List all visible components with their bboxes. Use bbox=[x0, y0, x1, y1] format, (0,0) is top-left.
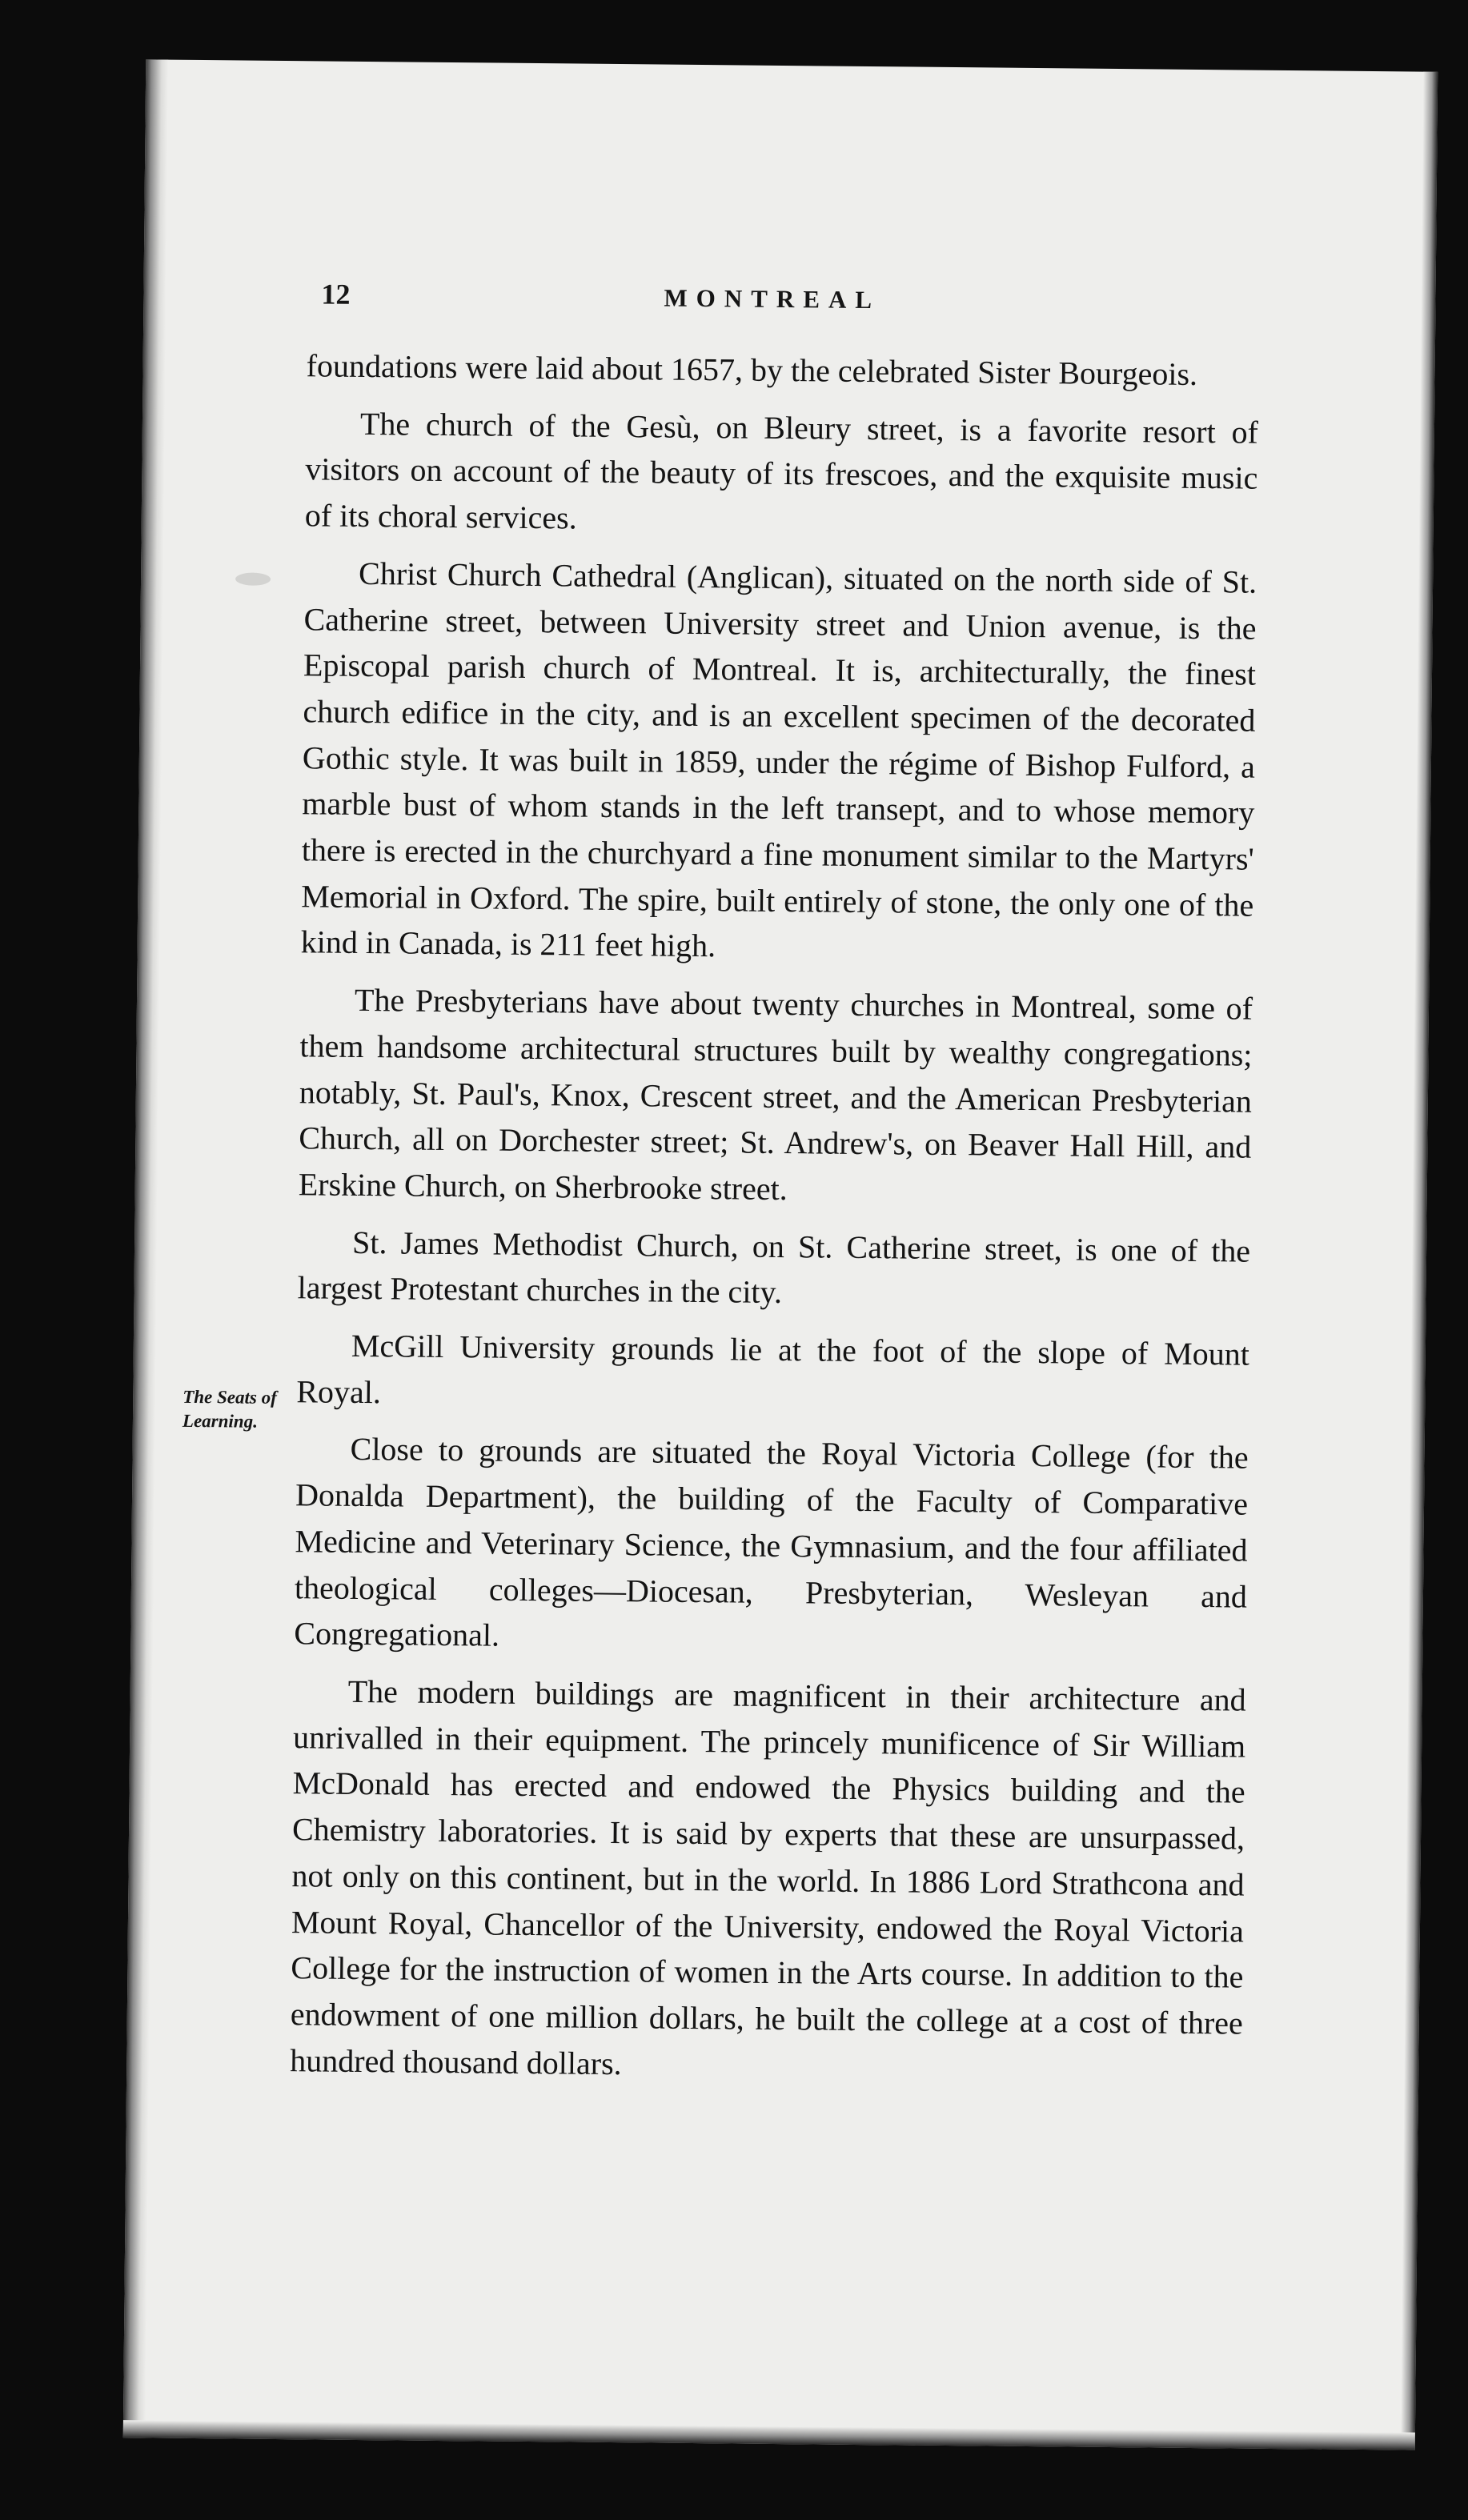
book-title: MONTREAL bbox=[664, 283, 881, 314]
paragraph: The Presbyterians have about twenty churches in Montreal, some of them handsome architectural structures built by wealthy congregations; notably, St. Paul's, Knox, Crescent street, and the American Presbyterian Church, all on Dorchester street; St. Andrew's, on Beaver Hall Hill, and Erskine Church, on Sherbrooke street. bbox=[298, 982, 1253, 1208]
paragraph: The modern buildings are magnificent in their architecture and unrivalled in their equipment. The princely munificence of Sir William McDonald has erected and endowed the Physics building and the Chemistry laboratories. It is said by experts that these are unsurpassed, not only on this continent, but in the world. In 1886 Lord Strathcona and Mount Royal, Chancellor of the University, endowed the Royal Victoria College for the instruction of women in the Arts course. In addition to the endowment of one million dollars, he built the college at a cost of three hundred thousand dollars. bbox=[290, 1673, 1246, 2081]
running-head bbox=[321, 277, 1265, 326]
page-number: 12 bbox=[321, 278, 351, 310]
paragraph: Close to grounds are situated the Royal Victoria College (for the Donalda Department), the building of the Faculty of Comparative Medicine and Veterinary Science, the Gymnasium, and the four affiliated theological colleges—Diocesan, Presbyterian, Wesleyan and Congregational. bbox=[294, 1431, 1249, 1653]
book-page bbox=[123, 59, 1438, 2450]
ink-smudge bbox=[235, 572, 271, 585]
margin-note: The Seats of Learning. bbox=[182, 1386, 277, 1432]
paragraph: The church of the Gesù, on Bleury street, is a favorite resort of visitors on account of the beauty of its frescoes, and the exquisite music of its choral services. bbox=[304, 405, 1259, 536]
paragraph: foundations were laid about 1657, by the celebrated Sister Bourgeois. bbox=[306, 347, 1198, 392]
paragraph: Christ Church Cathedral (Anglican), situated on the north side of St. Catherine street, between University street and Union avenue, is the Episcopal parish church of Montreal. It is, architecturally, the finest church edifice in the city, and is an excellent specimen of the decorated Gothic style. It was built in 1859, under the régime of Bishop Fulford, a marble bust of whom stands in the left transept, and to whose memory there is erected in the churchyard a fine monument similar to the Martyrs' Memorial in Oxford. The spire, built entirely of stone, the only one of the kind in Canada, is 211 feet high. bbox=[300, 555, 1257, 964]
body-text bbox=[290, 331, 1259, 2093]
paragraph: St. James Methodist Church, on St. Catherine street, is one of the largest Protestant churches in the city. bbox=[297, 1224, 1251, 1311]
paragraph: McGill University grounds lie at the foot of the slope of Mount Royal. bbox=[296, 1327, 1250, 1410]
